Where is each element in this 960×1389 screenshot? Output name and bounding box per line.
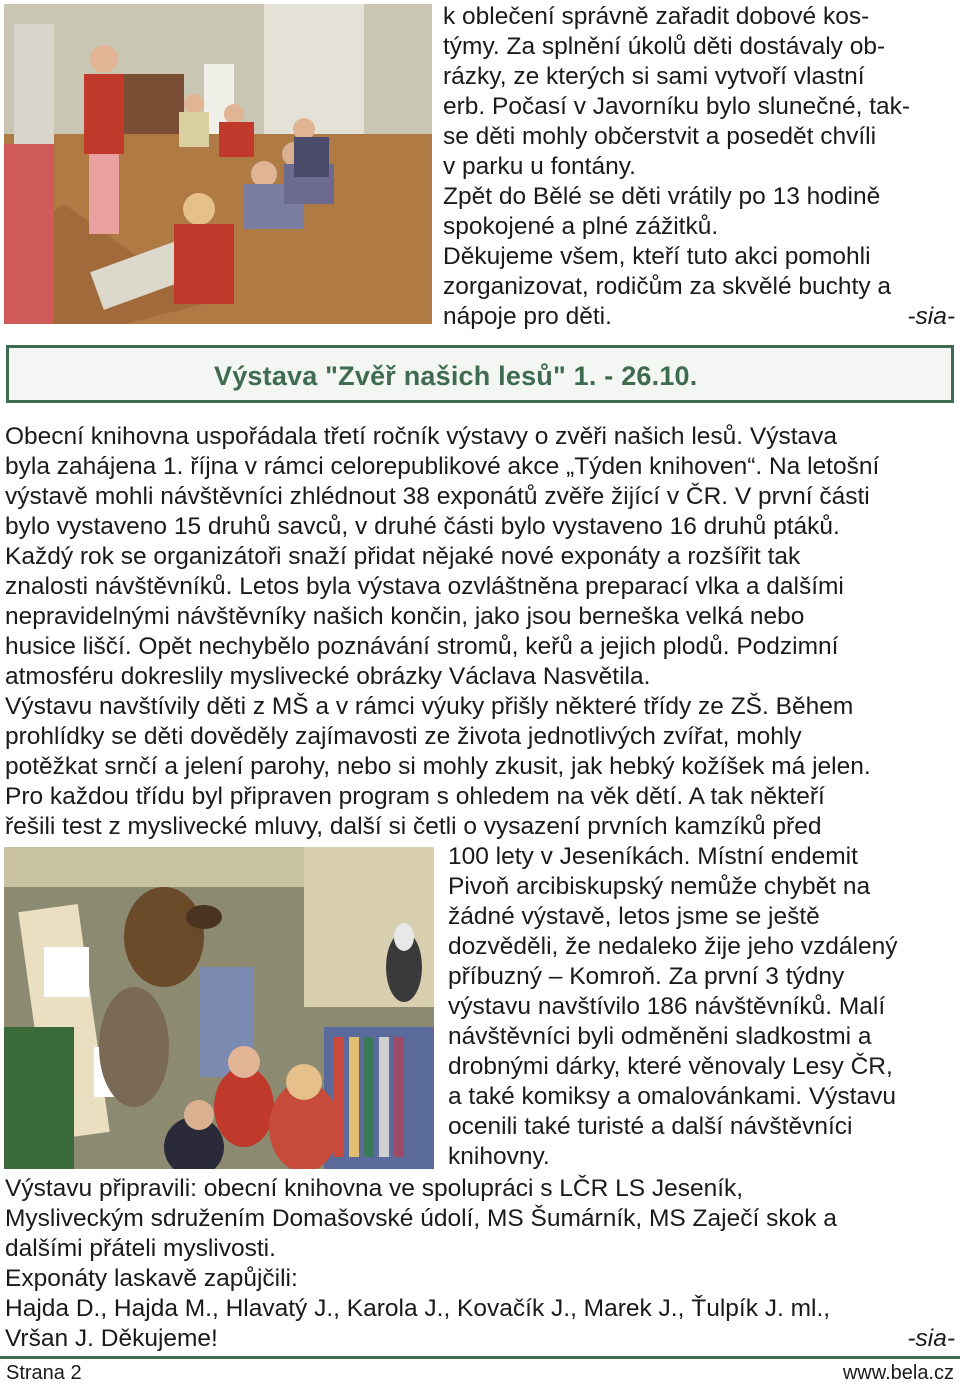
text-line: 100 lety v Jeseníkách. Místní endemit	[448, 843, 858, 870]
text-line: potěžkat srnčí a jelení parohy, nebo si mohly zkusit, jak hebký kožíšek má jelen.	[5, 753, 871, 780]
intro-text-column	[443, 2, 955, 332]
author-signature: -sia-	[907, 1325, 955, 1352]
text-line: drobnými dárky, které věnovaly Lesy ČR,	[448, 1053, 893, 1080]
text-line: se děti mohly občerstvit a posedět chvíli	[443, 123, 877, 150]
text-line: výstavě mohli návštěvníci zhlédnout 38 exponátů zvěře žijící v ČR. V první části	[5, 483, 870, 510]
article-body-bottom	[5, 1174, 955, 1354]
text-line: v parku u fontány.	[443, 153, 636, 180]
text-line: dalšími přáteli myslivosti.	[5, 1235, 276, 1262]
text-line: a také komiksy a omalovánkami. Výstavu	[448, 1083, 896, 1110]
text-line: Hajda D., Hajda M., Hlavatý J., Karola J., Kovačík J., Marek J., Ťulpík J. ml.,	[5, 1295, 831, 1322]
text-line: žádné výstavě, letos jsme se ještě	[448, 903, 820, 930]
text-line: Exponáty laskavě zapůjčili:	[5, 1265, 298, 1292]
text-line: týmy. Za splnění úkolů děti dostávaly ob-	[443, 33, 886, 60]
text-line: erb. Počasí v Javorníku bylo slunečné, tak-	[443, 93, 911, 120]
section-banner	[6, 345, 954, 403]
text-line: k oblečení správně zařadit dobové kos-	[443, 3, 870, 30]
text-line: prohlídky se děti dověděly zajímavosti ze života jednotlivých zvířat, mohly	[5, 723, 802, 750]
text-line	[443, 302, 955, 332]
text-line: návštěvníci byli odměněni sladkostmi a	[448, 1023, 872, 1050]
text-line: nepravidelnými návštěvníky našich končin, jako jsou berneška velká nebo	[5, 603, 805, 630]
text-line: Výstavu navštívily děti z MŠ a v rámci výuky přišly některé třídy ze ZŠ. Během	[5, 693, 854, 720]
text-line: výstavu navštívilo 186 návštěvníků. Malí	[448, 993, 886, 1020]
text-line: Každý rok se organizátoři snaží přidat nějaké nové exponáty a rozšířit tak	[5, 543, 801, 570]
footer-divider	[0, 1356, 960, 1359]
text-line: husice liščí. Opět nechybělo poznávání stromů, keřů a jejich plodů. Podzimní	[5, 633, 839, 660]
article-body-right	[448, 842, 954, 1172]
text-line: byla zahájena 1. října v rámci celorepublikové akce „Týden knihoven“. Na letošní	[5, 453, 880, 480]
author-signature: -sia-	[907, 303, 955, 330]
text-line: Výstavu připravili: obecní knihovna ve spolupráci s LČR LS Jeseník,	[5, 1175, 744, 1202]
text-line: bylo vystaveno 15 druhů savců, v druhé části bylo vystaveno 16 druhů ptáků.	[5, 513, 840, 540]
text-line: znalosti návštěvníků. Letos byla výstava ozvláštněna preparací vlka a dalšími	[5, 573, 844, 600]
photo-children-castle	[4, 4, 432, 324]
text-line: atmosféru dokreslily myslivecké obrázky Václava Nasvětila.	[5, 663, 651, 690]
text-line: Obecní knihovna uspořádala třetí ročník výstavy o zvěři našich lesů. Výstava	[5, 423, 838, 450]
text-line: Mysliveckým sdružením Domašovské údolí, MS Šumárník, MS Zaječí skok a	[5, 1205, 837, 1232]
text-line: rázky, ze kterých si sami vytvoří vlastní	[443, 63, 865, 90]
text-line-content: Vršan J. Děkujeme!	[5, 1325, 218, 1352]
text-line: Pivoň arcibiskupský nemůže chybět na	[448, 873, 871, 900]
text-line: řešili test z myslivecké mluvy, další si četli o vysazení prvních kamzíků před	[5, 813, 822, 840]
photo-exhibition-animals	[4, 847, 434, 1169]
text-line-content: nápoje pro děti.	[443, 303, 612, 330]
section-title: Výstava "Zvěř našich lesů" 1. - 26.10.	[214, 361, 698, 391]
text-line: příbuzný – Komroň. Za první 3 týdny	[448, 963, 845, 990]
text-line: Zpět do Bělé se děti vrátily po 13 hodině	[443, 183, 881, 210]
text-line: zorganizovat, rodičům za skvělé buchty a	[443, 273, 892, 300]
text-line: Pro každou třídu byl připraven program s ohledem na věk dětí. A tak někteří	[5, 783, 825, 810]
text-line: spokojené a plné zážitků.	[443, 213, 719, 240]
page-number: Strana 2	[6, 1362, 82, 1384]
website-link[interactable]: www.bela.cz	[842, 1362, 954, 1384]
text-line: knihovny.	[448, 1143, 550, 1170]
text-line	[5, 1324, 955, 1354]
text-line: ocenili také turisté a další návštěvníci	[448, 1113, 853, 1140]
text-line: dozvěděli, že nedaleko žije jeho vzdálený	[448, 933, 898, 960]
text-line: Děkujeme všem, kteří tuto akci pomohli	[443, 243, 871, 270]
article-body-top	[5, 422, 955, 842]
